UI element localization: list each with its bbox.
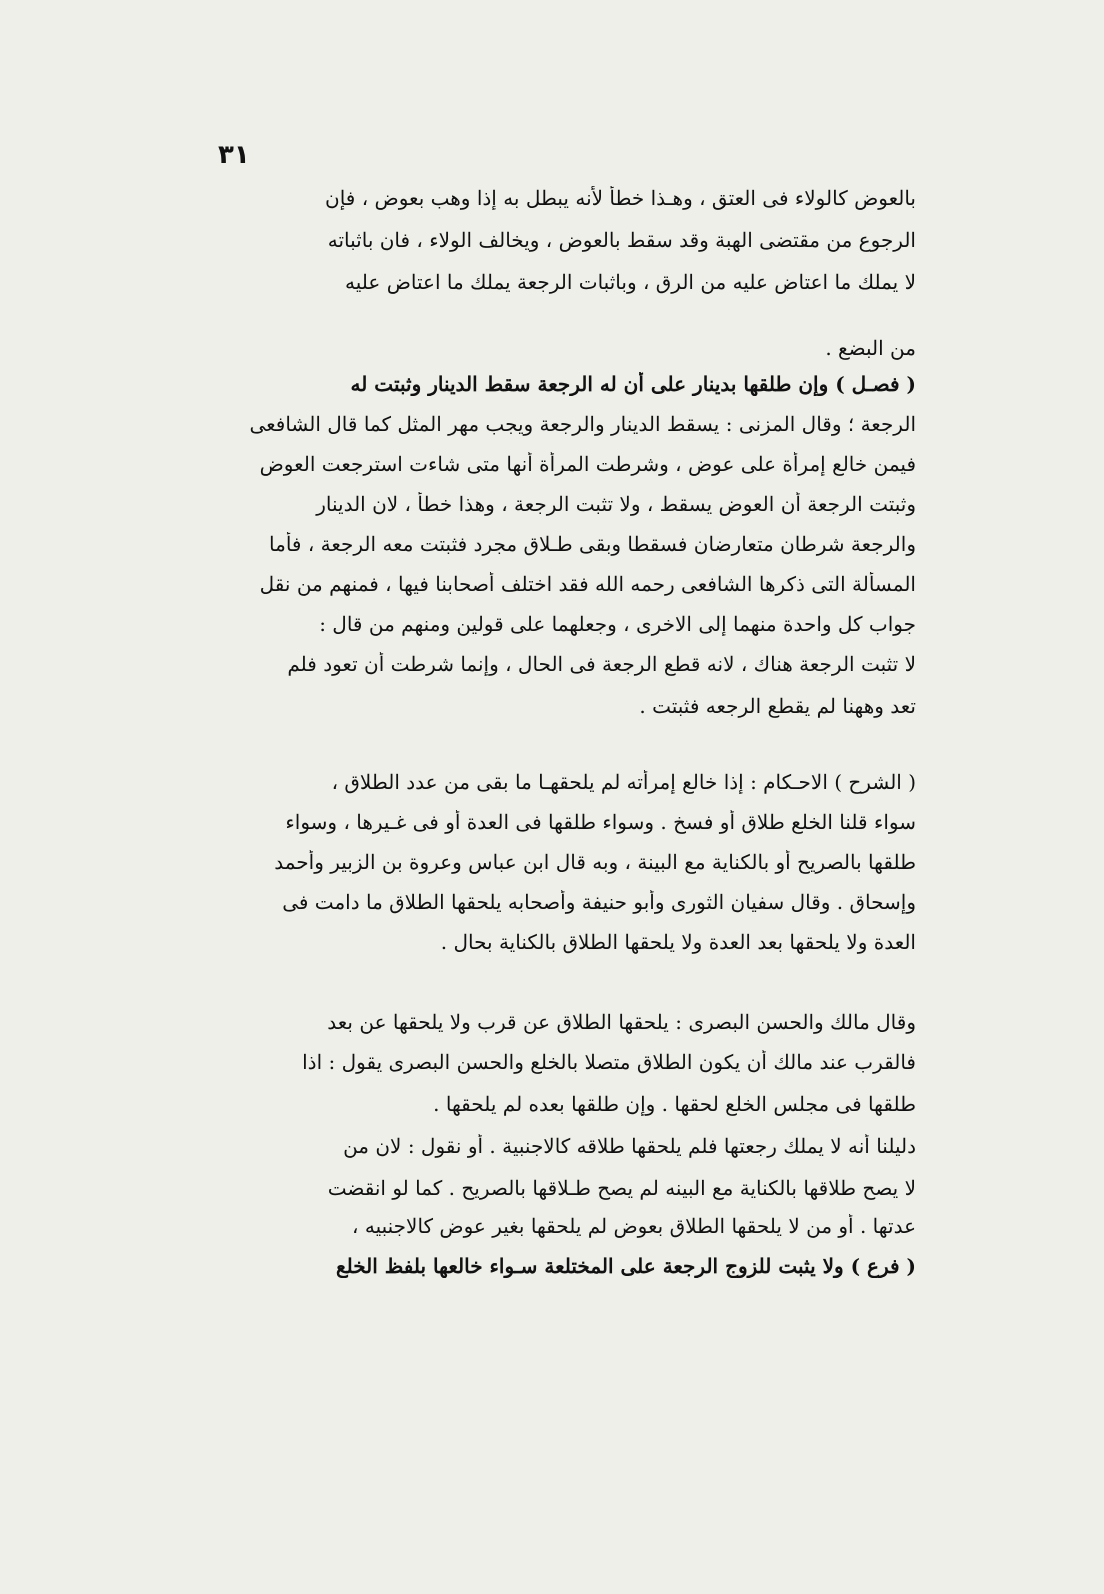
page-number: ٣١ xyxy=(218,140,250,170)
text-line: من البضع . xyxy=(825,336,916,360)
text-line: والرجعة شرطان متعارضان فسقطا وبقى طـلاق مجرد فثبتت معه الرجعة ، فأما xyxy=(269,532,916,556)
text-line: وقال مالك والحسن البصرى : يلحقها الطلاق عن قرب ولا يلحقها عن بعد xyxy=(327,1010,916,1034)
text-line: لا يصح طلاقها بالكناية مع البينه لم يصح طـلاقها بالصريح . كما لو انقضت xyxy=(327,1176,916,1200)
subsection-line: ( فرع ) ولا يثبت للزوج الرجعة على المختلعة سـواء خالعها بلفظ الخلع xyxy=(336,1254,916,1278)
text-line: لا تثبت الرجعة هناك ، لانه قطع الرجعة فى الحال ، وإنما شرطت أن تعود فلم xyxy=(287,652,916,676)
text-line: بالعوض كالولاء فى العتق ، وهـذا خطأ لأنه يبطل به إذا وهب بعوض ، فإن xyxy=(325,186,916,210)
text-line: جواب كل واحدة منهما إلى الاخرى ، وجعلهما على قولين ومنهم من قال : xyxy=(319,612,916,636)
text-line: سواء قلنا الخلع طلاق أو فسخ . وسواء طلقها فى العدة أو فى غـيرها ، وسواء xyxy=(285,810,916,834)
text-line: فالقرب عند مالك أن يكون الطلاق متصلا بالخلع والحسن البصرى يقول : اذا xyxy=(302,1050,916,1074)
text-line: عدتها . أو من لا يلحقها الطلاق بعوض لم يلحقها بغير عوض كالاجنبيه ، xyxy=(352,1214,916,1238)
text-line: وثبتت الرجعة أن العوض يسقط ، ولا تثبت الرجعة ، وهذا خطأ ، لان الدينار xyxy=(316,492,916,516)
text-line: الرجعة ؛ وقال المزنى : يسقط الدينار والرجعة ويجب مهر المثل كما قال الشافعى xyxy=(249,412,916,436)
text-line: الرجوع من مقتضى الهبة وقد سقط بالعوض ، ويخالف الولاء ، فان باثباته xyxy=(327,228,916,252)
section-heading-line: ( الشرح ) الاحـكام : إذا خالع إمرأته لم يلحقهـا ما بقى من عدد الطلاق ، xyxy=(331,770,916,794)
text-line: العدة ولا يلحقها بعد العدة ولا يلحقها الطلاق بالكناية بحال . xyxy=(440,930,916,954)
text-line: تعد وههنا لم يقطع الرجعه فثبتت . xyxy=(639,694,916,718)
text-line: لا يملك ما اعتاض عليه من الرق ، وباثبات الرجعة يملك ما اعتاض عليه xyxy=(345,270,916,294)
text-line: طلقها فى مجلس الخلع لحقها . وإن طلقها بعده لم يلحقها . xyxy=(433,1092,916,1116)
text-line: دليلنا أنه لا يملك رجعتها فلم يلحقها طلاقه كالاجنبية . أو نقول : لان من xyxy=(343,1134,916,1158)
text-line: وإسحاق . وقال سفيان الثورى وأبو حنيفة وأصحابه يلحقها الطلاق ما دامت فى xyxy=(282,890,916,914)
section-heading-line: ( فصـل ) وإن طلقها بدينار على أن له الرجعة سقط الدينار وثبتت له xyxy=(350,372,916,396)
text-line: فيمن خالع إمرأة على عوض ، وشرطت المرأة أنها متى شاءت استرجعت العوض xyxy=(259,452,916,476)
text-line: طلقها بالصريح أو بالكناية مع البينة ، وبه قال ابن عباس وعروة بن الزبير وأحمد xyxy=(274,850,916,874)
text-line: المسألة التى ذكرها الشافعى رحمه الله فقد اختلف أصحابنا فيها ، فمنهم من نقل xyxy=(259,572,916,596)
